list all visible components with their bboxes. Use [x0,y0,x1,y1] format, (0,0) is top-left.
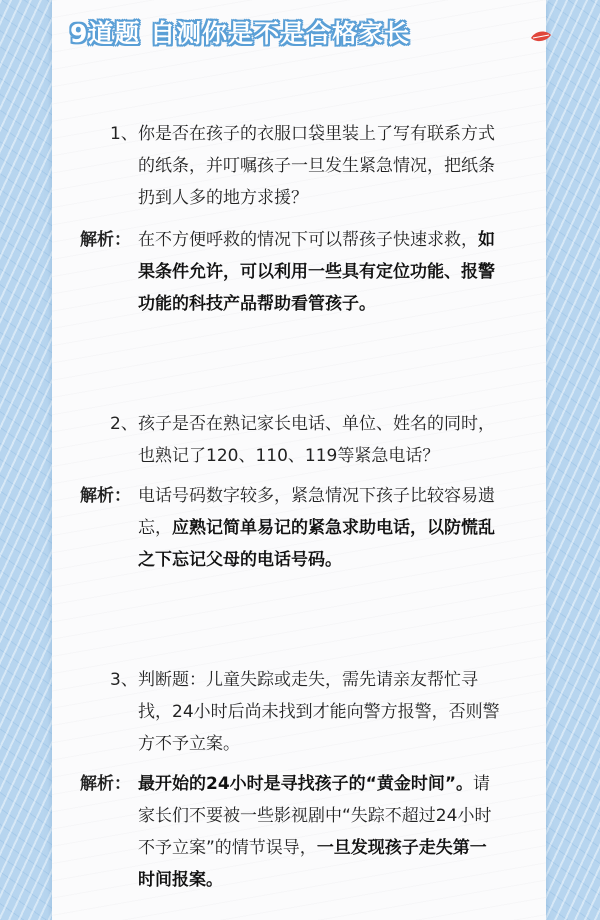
answer-bold-1: 最开始的24小时是寻找孩子的“黄金时间”。 [138,774,474,794]
question-number: 2、 [110,414,138,434]
leaf-icon [530,30,552,44]
answer-plain: 请家长们不要被一些影视剧中“失踪不超过24小时不予立案”的情节误导， [138,774,492,858]
answer-label: 解析： [80,486,131,506]
answer-plain: 电话号码数字较多，紧急情况下孩子比较容易遗忘， [138,486,495,538]
answer-bold-2: 一旦发现孩子走失第一时间报案。 [138,838,487,890]
answer-text [138,224,500,320]
answer-text [138,768,500,896]
page-title: 9道题 自测你是不是合格家长 [70,19,411,48]
question-text: 你是否在孩子的衣服口袋里装上了写有联系方式的纸条，并叮嘱孩子一旦发生紧急情况，把纸条扔到人多的地方求援？ [138,124,495,208]
question-text: 判断题：儿童失踪或走失，需先请亲友帮忙寻找，24小时后尚未找到才能向警方报警，否则警方不予立案。 [138,670,500,754]
answer-label: 解析： [80,774,131,794]
question-text: 孩子是否在熟记家长电话、单位、姓名的同时，也熟记了120、110、119等紧急电话？ [138,414,495,466]
answer-plain: 在不方便呼救的情况下可以帮孩子快速求救， [138,230,478,250]
answer-bold: 应熟记简单易记的紧急求助电话，以防慌乱之下忘记父母的电话号码。 [138,518,495,570]
question-number: 1、 [110,124,138,144]
question-number: 3、 [110,670,138,690]
answer-label: 解析： [80,230,131,250]
answer-bold: 如果条件允许，可以利用一些具有定位功能、报警功能的科技产品帮助看管孩子。 [138,230,495,314]
answer-text [138,480,500,576]
